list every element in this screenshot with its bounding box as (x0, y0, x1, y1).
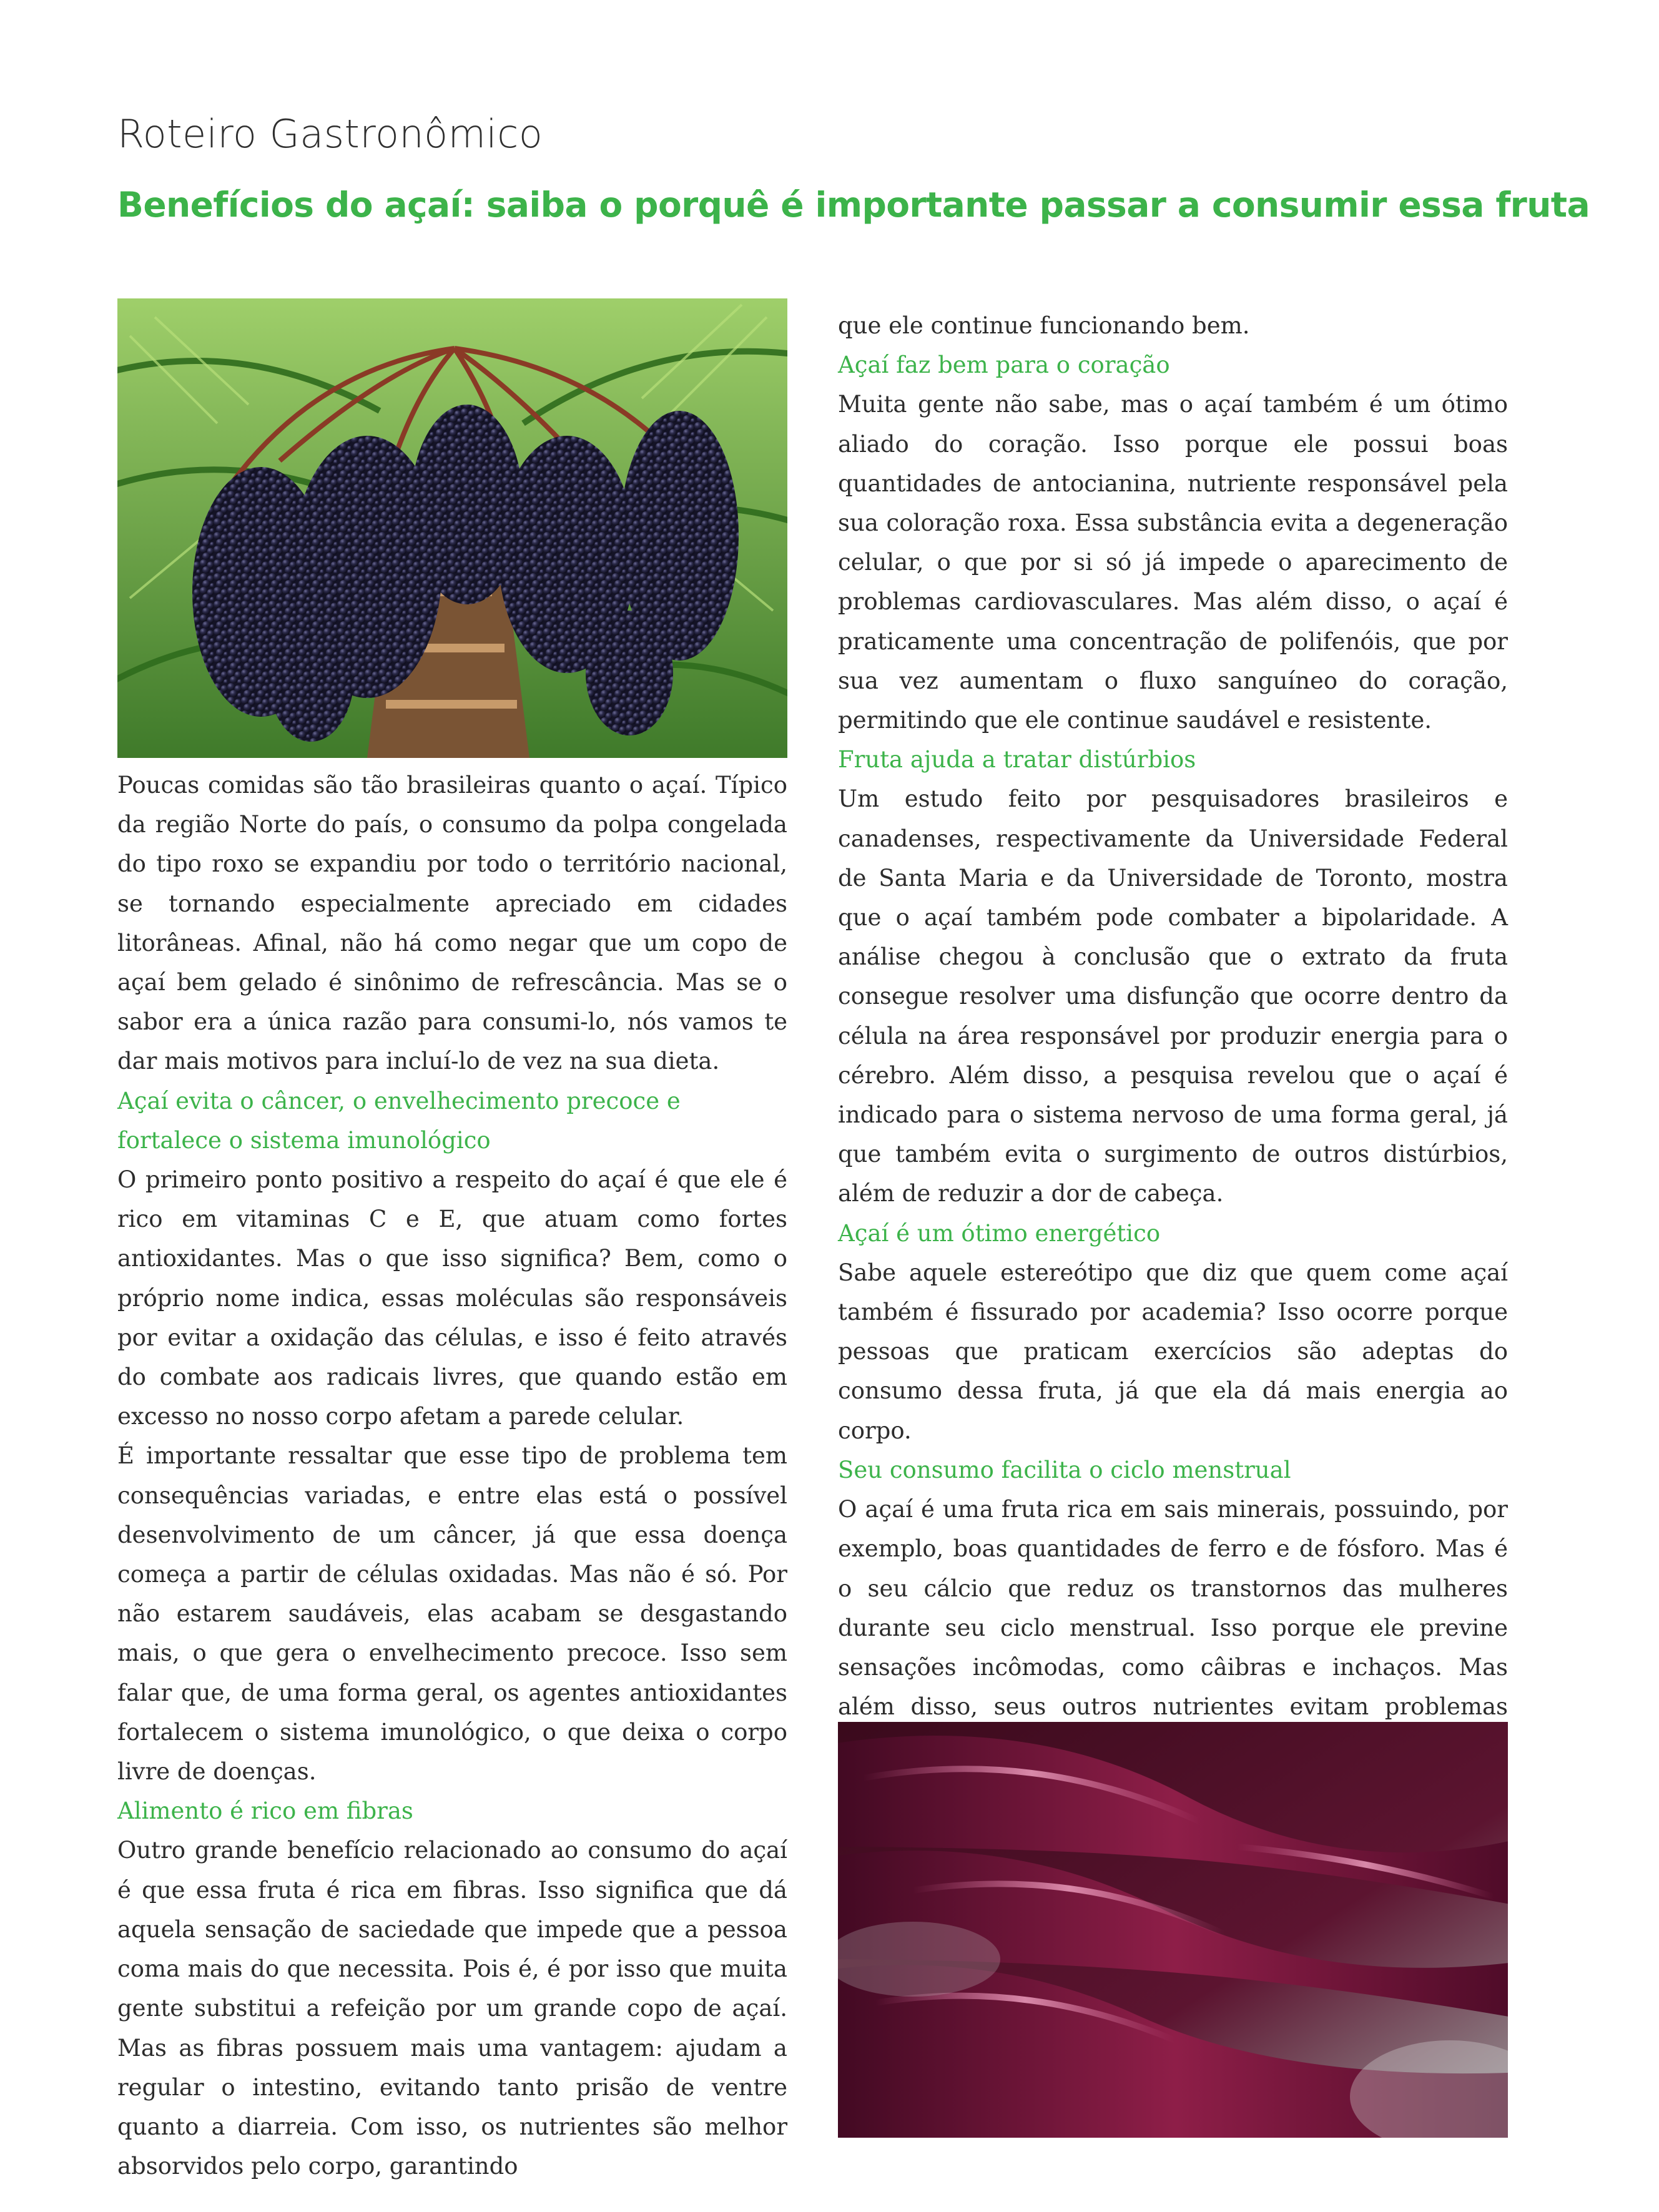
intro-paragraph: Poucas comidas são tão brasileiras quanto o açaí. Típico da região Norte do país, o consumo da polpa congelada do tipo roxo se expandiu por todo o território nacional, se tornando especialmente apreciado em cidades litorâneas. Afinal, não há como negar que um copo de açaí bem gelado é sinônimo de refrescância. Mas se o sabor era a única razão para consumi-lo, nós vamos te dar mais motivos para incluí-lo de vez na sua dieta. (117, 772, 787, 1075)
right-column (838, 306, 1508, 1766)
acai-palm-photo (117, 298, 787, 758)
section-heading-energetico: Açaí é um ótimo energético (838, 1219, 1161, 1247)
article-title: Benefícios do açaí: saiba o porquê é importante passar a consumir essa fruta (117, 185, 1590, 225)
paragraph: O açaí é uma fruta rica em sais minerais, possuindo, por exemplo, boas quantidades de ferro e de fósforo. Mas é o seu cálcio que reduz os transtornos das mulheres durante seu ciclo menstrual. Isso porque ele previne sensações incômodas, como câibras e inchaços. Mas além disso, seus outros nutrientes evitam problemas (838, 1496, 1508, 1721)
paragraph: Um estudo feito por pesquisadores brasileiros e canadenses, respectivamente da Universidade Federal de Santa Maria e da Universidade de Toronto, mostra que o açaí também pode combater a bipolaridade. A análise chegou à conclusão que o extrato da fruta consegue resolver uma disfunção que ocorre dentro da célula na área responsável por produzir energia para o cérebro. Além disso, a pesquisa revelou que o açaí é indicado para o sistema nervoso de uma forma geral, já que também evita o surgimento de outros distúrbios, além de reduzir a dor de cabeça. (838, 785, 1508, 1207)
paragraph: Muita gente não sabe, mas o açaí também é um ótimo aliado do coração. Isso porque ele possui boas quantidades de antocianina, nutriente responsável pela sua coloração roxa. Essa substância evita a degeneração celular, o que por si só já impede o aparecimento de problemas cardiovasculares. Mas além disso, o açaí é praticamente uma concentração de polifenóis, que por sua vez aumentam o fluxo sanguíneo do coração, permitindo que ele continue saudável e resistente. (838, 391, 1508, 734)
section-label: Roteiro Gastronômico (117, 111, 543, 157)
section-heading-menstrual: Seu consumo facilita o ciclo menstrual (838, 1456, 1291, 1483)
section-heading-disturbios: Fruta ajuda a tratar distúrbios (838, 746, 1196, 774)
section-heading-cancer: Açaí evita o câncer, o envelhecimento precoce e fortalece o sistema imunológico (117, 1087, 681, 1154)
section-heading-fibras: Alimento é rico em fibras (117, 1797, 413, 1825)
paragraph: O primeiro ponto positivo a respeito do açaí é que ele é rico em vitaminas C e E, que atuam como fortes antioxidantes. Mas o que isso significa? Bem, como o próprio nome indica, essas moléculas são responsáveis por evitar a oxidação das células, e isso é feito através do combate aos radicais livres, que quando estão em excesso no nosso corpo afetam a parede celular. (117, 1166, 787, 1430)
paragraph-continuation: que ele continue funcionando bem. (838, 312, 1250, 339)
paragraph: É importante ressaltar que esse tipo de problema tem consequências variadas, e entre elas está o possível desenvolvimento de um câncer, já que essa doença começa a partir de células oxidadas. Mas não é só. Por não estarem saudáveis, elas acabam se desgastando mais, o que gera o envelhecimento precoce. Isso sem falar que, de uma forma geral, os agentes antioxidantes fortalecem o sistema imunológico, o que deixa o corpo livre de doenças. (117, 1442, 787, 1786)
left-column (117, 765, 787, 2186)
paragraph: Outro grande benefício relacionado ao consumo do açaí é que essa fruta é rica em fibras. Isso significa que dá aquela sensação de saciedade que impede que a pessoa coma mais do que necessita. Pois é, é por isso que muita gente substitui a refeição por um grande copo de açaí. Mas as fibras possuem mais uma vantagem: ajudam a regular o intestino, evitando tanto prisão de ventre quanto a diarreia. Com isso, os nutrientes são melhor absorvidos pelo corpo, garantindo (117, 1837, 787, 2180)
paragraph: Sabe aquele estereótipo que diz que quem come açaí também é fissurado por academia? Isso ocorre porque pessoas que praticam exercícios são adeptas do consumo dessa fruta, já que ela dá mais energia ao corpo. (838, 1259, 1508, 1444)
section-heading-coracao: Açaí faz bem para o coração (838, 351, 1170, 379)
acai-bowl-photo (838, 1722, 1508, 2138)
